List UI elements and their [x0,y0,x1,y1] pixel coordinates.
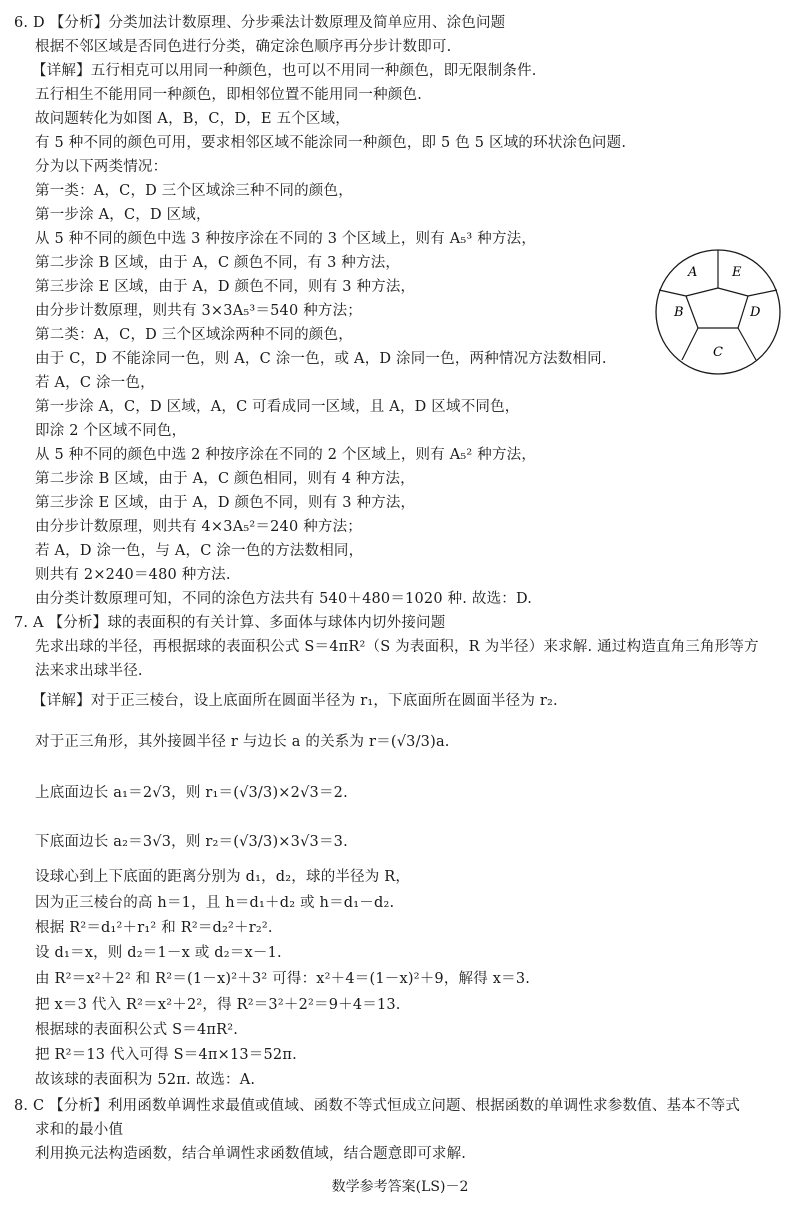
region-label-d: D [750,305,761,320]
text-line: 把 x＝3 代入 R²＝x²＋2²，得 R²＝3²＋2²＝9＋4＝13. [35,997,401,1013]
region-label-c: C [713,345,723,360]
text-line: 有 5 种不同的颜色可用，要求相邻区域不能涂同一种颜色，即 5 色 5 区域的环状涂色问题. [35,135,627,151]
text-line: 第三步涂 E 区域，由于 A，D 颜色不同，则有 3 种方法， [35,495,416,511]
region-label-b: B [674,305,684,320]
q6-conclusion: 由分类计数原理可知，不同的涂色方法共有 540＋480＝1020 种. 故选：D. [35,591,533,607]
q6-header: 6. D 【分析】分类加法计数原理、分步乘法计数原理及简单应用、涂色问题 [14,15,506,31]
q6-analysis: 根据不邻区域是否同色进行分类，确定涂色顺序再分步计数即可. [35,39,452,55]
q6-solution-start: 【详解】五行相克可以用同一种颜色，也可以不用同一种颜色，即无限制条件. [32,63,537,79]
text-line: 若 A，C 涂一色， [35,375,155,391]
text-line: 则共有 2×240＝480 种方法. [35,567,231,583]
text-line: 第一步涂 A，C，D 区域，A，C 可看成同一区域，且 A，D 区域不同色， [35,399,520,415]
text-line: 由 R²＝x²＋2² 和 R²＝(1－x)²＋3² 可得：x²＋4＝(1－x)²＋9，解得 x＝3. [35,971,531,987]
text-line: 由分步计数原理，则共有 3×3A₅³＝540 种方法； [35,303,362,319]
text-line: 第二步涂 B 区域，由于 A，C 颜色不同，有 3 种方法， [35,255,401,271]
q8-header-cont: 求和的最小值 [35,1122,124,1138]
text-line: 对于正三角形，其外接圆半径 r 与边长 a 的关系为 r＝(√3/3)a. [35,734,450,750]
text-line: 即涂 2 个区域不同色， [35,423,187,439]
text-line: 由于 C，D 不能涂同一色，则 A，C 涂一色，或 A，D 涂同一色，两种情况方法数相同. [35,351,607,367]
text-line: 第三步涂 E 区域，由于 A，D 颜色不同，则有 3 种方法， [35,279,416,295]
text-line: 由分步计数原理，则共有 4×3A₅²＝240 种方法； [35,519,362,535]
text-line: 因为正三棱台的高 h＝1，且 h＝d₁＋d₂ 或 h＝d₁－d₂. [35,895,395,911]
text-line: 上底面边长 a₁＝2√3，则 r₁＝(√3/3)×2√3＝2. [35,785,348,801]
text-line: 把 R²＝13 代入可得 S＝4π×13＝52π. [35,1047,297,1063]
text-line: 根据 R²＝d₁²＋r₁² 和 R²＝d₂²＋r₂². [35,920,273,936]
q8-header: 8. C 【分析】利用函数单调性求最值或值域、函数不等式恒成立问题、根据函数的单调性求参数值、基本不等式 [14,1098,741,1114]
five-region-circle-diagram [652,246,784,378]
text-line: 第一步涂 A，C，D 区域， [35,207,211,223]
region-label-a: A [688,265,698,280]
text-line: 下底面边长 a₂＝3√3，则 r₂＝(√3/3)×3√3＝3. [35,834,348,850]
q7-analysis-cont: 法来求出球半径. [35,663,143,679]
q7-solution-start: 【详解】对于正三棱台，设上底面所在圆面半径为 r₁，下底面所在圆面半径为 r₂. [32,693,558,709]
text-line: 第二步涂 B 区域，由于 A，C 颜色相同，则有 4 种方法， [35,471,415,487]
region-label-e: E [732,265,742,280]
q8-analysis: 利用换元法构造函数，结合单调性求函数值域，结合题意即可求解. [35,1146,467,1162]
q7-header: 7. A 【分析】球的表面积的有关计算、多面体与球体内切外接问题 [14,615,446,631]
text-line: 若 A，D 涂一色，与 A，C 涂一色的方法数相同， [35,543,364,559]
text-line: 设 d₁＝x，则 d₂＝1－x 或 d₂＝x－1. [35,945,282,961]
text-line: 第二类：A，C，D 三个区域涂两种不同的颜色， [35,327,353,343]
text-line: 故问题转化为如图 A，B，C，D，E 五个区域， [35,111,350,127]
text-line: 五行相生不能用同一种颜色，即相邻位置不能用同一种颜色. [35,87,423,103]
text-line: 根据球的表面积公式 S＝4πR². [35,1022,239,1038]
q7-analysis: 先求出球的半径，再根据球的表面积公式 S＝4πR²（S 为表面积，R 为半径）来求解. 通过构造直角三角形等方 [35,639,759,655]
page-footer: 数学参考答案(LS)－2 [331,1179,469,1195]
text-line: 第一类：A，C，D 三个区域涂三种不同的颜色， [35,183,353,199]
text-line: 分为以下两类情况： [35,159,168,175]
q7-conclusion: 故该球的表面积为 52π. 故选：A. [35,1072,256,1088]
text-line: 从 5 种不同的颜色中选 2 种按序涂在不同的 2 个区域上，则有 A₅² 种方法， [35,447,537,463]
text-line: 从 5 种不同的颜色中选 3 种按序涂在不同的 3 个区域上，则有 A₅³ 种方法， [35,231,537,247]
text-line: 设球心到上下底面的距离分别为 d₁，d₂，球的半径为 R， [35,869,411,885]
